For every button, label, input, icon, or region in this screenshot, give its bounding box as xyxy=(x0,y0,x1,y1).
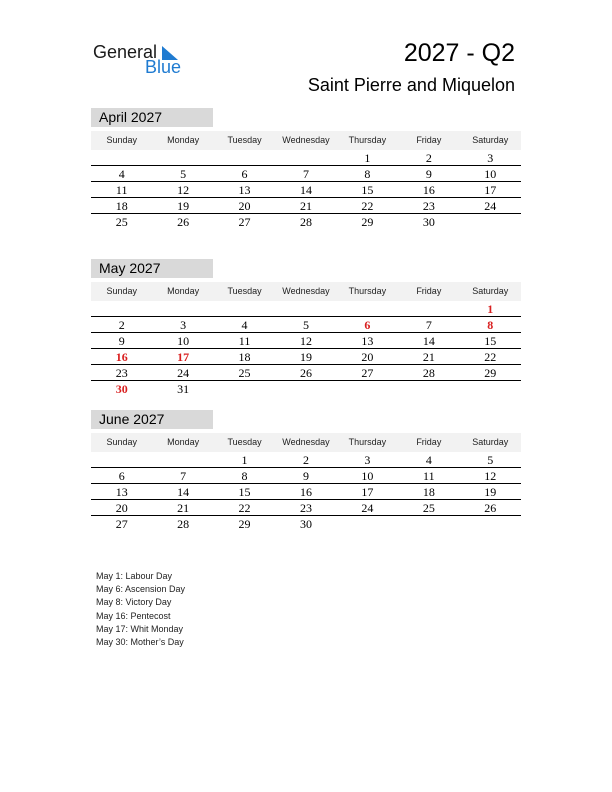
day-cell: 7 xyxy=(302,167,309,181)
weekday-label: Monday xyxy=(167,286,200,296)
day-cell: 9 xyxy=(302,469,309,483)
weekday-label: Saturday xyxy=(472,135,509,145)
empty-day-cell xyxy=(337,381,398,396)
weekday-label: Sunday xyxy=(106,437,137,447)
day-cell: 15 xyxy=(238,485,251,499)
weekday-label: Thursday xyxy=(348,286,387,296)
empty-day-cell xyxy=(460,381,521,396)
weekday-header-row xyxy=(91,282,521,301)
empty-day-cell xyxy=(152,452,213,467)
weekday-label: Friday xyxy=(416,135,442,145)
empty-day-cell xyxy=(337,516,398,531)
day-cell: 24 xyxy=(484,199,497,213)
logo-text-general: General xyxy=(93,42,158,62)
day-cell: 29 xyxy=(361,215,374,229)
holiday-day-cell: 17 xyxy=(177,350,190,364)
weekday-label: Monday xyxy=(167,135,200,145)
day-cell: 17 xyxy=(484,183,497,197)
weekday-header-row xyxy=(91,131,521,150)
day-cell: 17 xyxy=(361,485,374,499)
empty-day-cell xyxy=(460,516,521,531)
day-cell: 13 xyxy=(238,183,251,197)
week-rows xyxy=(91,150,521,229)
day-cell: 11 xyxy=(238,334,251,348)
empty-day-cell xyxy=(91,150,152,165)
day-cell: 21 xyxy=(177,501,190,515)
day-cell: 10 xyxy=(484,167,497,181)
weekday-header-row xyxy=(91,433,521,452)
day-cell: 25 xyxy=(115,215,128,229)
day-cell: 22 xyxy=(238,501,251,515)
weekday-label: Friday xyxy=(416,286,442,296)
day-cell: 30 xyxy=(422,215,435,229)
week-row xyxy=(91,150,521,166)
holiday-note: May 8: Victory Day xyxy=(96,597,172,608)
day-cell: 12 xyxy=(299,334,312,348)
month-may xyxy=(91,259,521,396)
day-cell: 28 xyxy=(422,366,435,380)
day-cell: 27 xyxy=(238,215,251,229)
empty-day-cell xyxy=(152,301,213,316)
day-cell: 25 xyxy=(238,366,251,380)
day-cell: 18 xyxy=(422,485,435,499)
day-cell: 13 xyxy=(361,334,374,348)
day-cell: 23 xyxy=(115,366,128,380)
weekday-label: Tuesday xyxy=(227,437,262,447)
day-cell: 8 xyxy=(364,167,371,181)
month-label: June 2027 xyxy=(91,410,213,429)
day-cell: 6 xyxy=(118,469,125,483)
day-cell: 20 xyxy=(238,199,251,213)
day-cell: 7 xyxy=(180,469,187,483)
holiday-day-cell: 8 xyxy=(487,318,494,332)
week-row xyxy=(91,500,521,516)
day-cell: 15 xyxy=(484,334,497,348)
week-row xyxy=(91,365,521,381)
month-april xyxy=(91,108,521,229)
day-cell: 5 xyxy=(180,167,187,181)
week-row xyxy=(91,381,521,396)
day-cell: 4 xyxy=(241,318,248,332)
empty-day-cell xyxy=(398,381,459,396)
day-cell: 8 xyxy=(241,469,248,483)
holiday-day-cell: 16 xyxy=(115,350,128,364)
day-cell: 3 xyxy=(180,318,187,332)
day-cell: 21 xyxy=(299,199,312,213)
day-cell: 10 xyxy=(177,334,190,348)
week-rows xyxy=(91,301,521,396)
day-cell: 23 xyxy=(422,199,435,213)
week-row xyxy=(91,214,521,229)
day-cell: 5 xyxy=(487,453,494,467)
month-label: May 2027 xyxy=(91,259,213,278)
weekday-label: Saturday xyxy=(472,437,509,447)
day-cell: 25 xyxy=(422,501,435,515)
day-cell: 12 xyxy=(177,183,190,197)
day-cell: 4 xyxy=(425,453,432,467)
day-cell: 21 xyxy=(422,350,435,364)
day-cell: 14 xyxy=(177,485,190,499)
day-cell: 6 xyxy=(241,167,248,181)
week-row xyxy=(91,452,521,468)
day-cell: 12 xyxy=(484,469,497,483)
holiday-day-cell: 1 xyxy=(487,302,494,316)
day-cell: 14 xyxy=(422,334,435,348)
day-cell: 24 xyxy=(361,501,374,515)
week-row xyxy=(91,484,521,500)
day-cell: 19 xyxy=(177,199,190,213)
day-cell: 2 xyxy=(118,318,125,332)
day-cell: 16 xyxy=(422,183,435,197)
day-cell: 22 xyxy=(361,199,374,213)
page-subtitle: Saint Pierre and Miquelon xyxy=(307,75,515,95)
day-cell: 5 xyxy=(302,318,309,332)
week-rows xyxy=(91,452,521,531)
empty-day-cell xyxy=(214,150,275,165)
week-row xyxy=(91,349,521,365)
empty-day-cell xyxy=(152,150,213,165)
day-cell: 31 xyxy=(177,382,190,396)
day-cell: 28 xyxy=(177,517,190,531)
week-row xyxy=(91,516,521,531)
week-row xyxy=(91,182,521,198)
day-cell: 9 xyxy=(118,334,125,348)
day-cell: 18 xyxy=(115,199,128,213)
day-cell: 18 xyxy=(238,350,251,364)
week-row xyxy=(91,198,521,214)
day-cell: 30 xyxy=(299,517,312,531)
day-cell: 29 xyxy=(484,366,497,380)
day-cell: 7 xyxy=(425,318,432,332)
empty-day-cell xyxy=(214,301,275,316)
holiday-day-cell: 30 xyxy=(115,382,128,396)
day-cell: 26 xyxy=(177,215,190,229)
day-cell: 16 xyxy=(299,485,312,499)
empty-day-cell xyxy=(398,516,459,531)
holiday-note: May 17: Whit Monday xyxy=(96,623,184,634)
holiday-note: May 30: Mother’s Day xyxy=(96,637,184,648)
day-cell: 19 xyxy=(299,350,312,364)
day-cell: 19 xyxy=(484,485,497,499)
weekday-label: Wednesday xyxy=(282,135,330,145)
day-cell: 10 xyxy=(361,469,374,483)
day-cell: 11 xyxy=(423,469,435,483)
day-cell: 20 xyxy=(115,501,128,515)
holiday-notes xyxy=(96,570,185,649)
weekday-label: Tuesday xyxy=(227,135,262,145)
weekday-label: Sunday xyxy=(106,135,137,145)
day-cell: 22 xyxy=(484,350,497,364)
weekday-label: Monday xyxy=(167,437,200,447)
empty-day-cell xyxy=(275,150,336,165)
day-cell: 3 xyxy=(364,453,371,467)
day-cell: 13 xyxy=(115,485,128,499)
holiday-note: May 6: Ascension Day xyxy=(96,584,186,595)
day-cell: 2 xyxy=(425,151,432,165)
holiday-note: May 16: Pentecost xyxy=(96,610,171,621)
holiday-day-cell: 6 xyxy=(364,318,371,332)
weekday-label: Thursday xyxy=(348,437,387,447)
day-cell: 23 xyxy=(299,501,312,515)
empty-day-cell xyxy=(91,301,152,316)
day-cell: 29 xyxy=(238,517,251,531)
page-title: 2027 - Q2 xyxy=(403,39,515,67)
empty-day-cell xyxy=(275,381,336,396)
weekday-label: Thursday xyxy=(348,135,387,145)
holiday-note: May 1: Labour Day xyxy=(96,571,173,581)
day-cell: 15 xyxy=(361,183,374,197)
weekday-label: Sunday xyxy=(106,286,137,296)
empty-day-cell xyxy=(214,381,275,396)
empty-day-cell xyxy=(275,301,336,316)
day-cell: 27 xyxy=(361,366,374,380)
day-cell: 1 xyxy=(364,151,371,165)
month-label: April 2027 xyxy=(91,108,213,127)
day-cell: 14 xyxy=(299,183,312,197)
day-cell: 3 xyxy=(487,151,494,165)
empty-day-cell xyxy=(460,214,521,229)
day-cell: 1 xyxy=(241,453,248,467)
day-cell: 2 xyxy=(302,453,309,467)
day-cell: 27 xyxy=(115,517,128,531)
day-cell: 24 xyxy=(177,366,190,380)
weekday-label: Saturday xyxy=(472,286,509,296)
day-cell: 4 xyxy=(118,167,125,181)
week-row xyxy=(91,301,521,317)
brand-logo xyxy=(93,42,193,78)
weekday-label: Wednesday xyxy=(282,437,330,447)
logo-text-blue: Blue xyxy=(145,57,182,77)
week-row xyxy=(91,333,521,349)
week-row xyxy=(91,468,521,484)
day-cell: 20 xyxy=(361,350,374,364)
day-cell: 9 xyxy=(425,167,432,181)
day-cell: 26 xyxy=(484,501,497,515)
week-row xyxy=(91,317,521,333)
weekday-label: Tuesday xyxy=(227,286,262,296)
empty-day-cell xyxy=(337,301,398,316)
day-cell: 28 xyxy=(299,215,312,229)
empty-day-cell xyxy=(398,301,459,316)
week-row xyxy=(91,166,521,182)
day-cell: 11 xyxy=(115,183,128,197)
weekday-label: Friday xyxy=(416,437,442,447)
day-cell: 26 xyxy=(299,366,312,380)
month-june xyxy=(91,410,521,531)
empty-day-cell xyxy=(91,452,152,467)
weekday-label: Wednesday xyxy=(282,286,330,296)
